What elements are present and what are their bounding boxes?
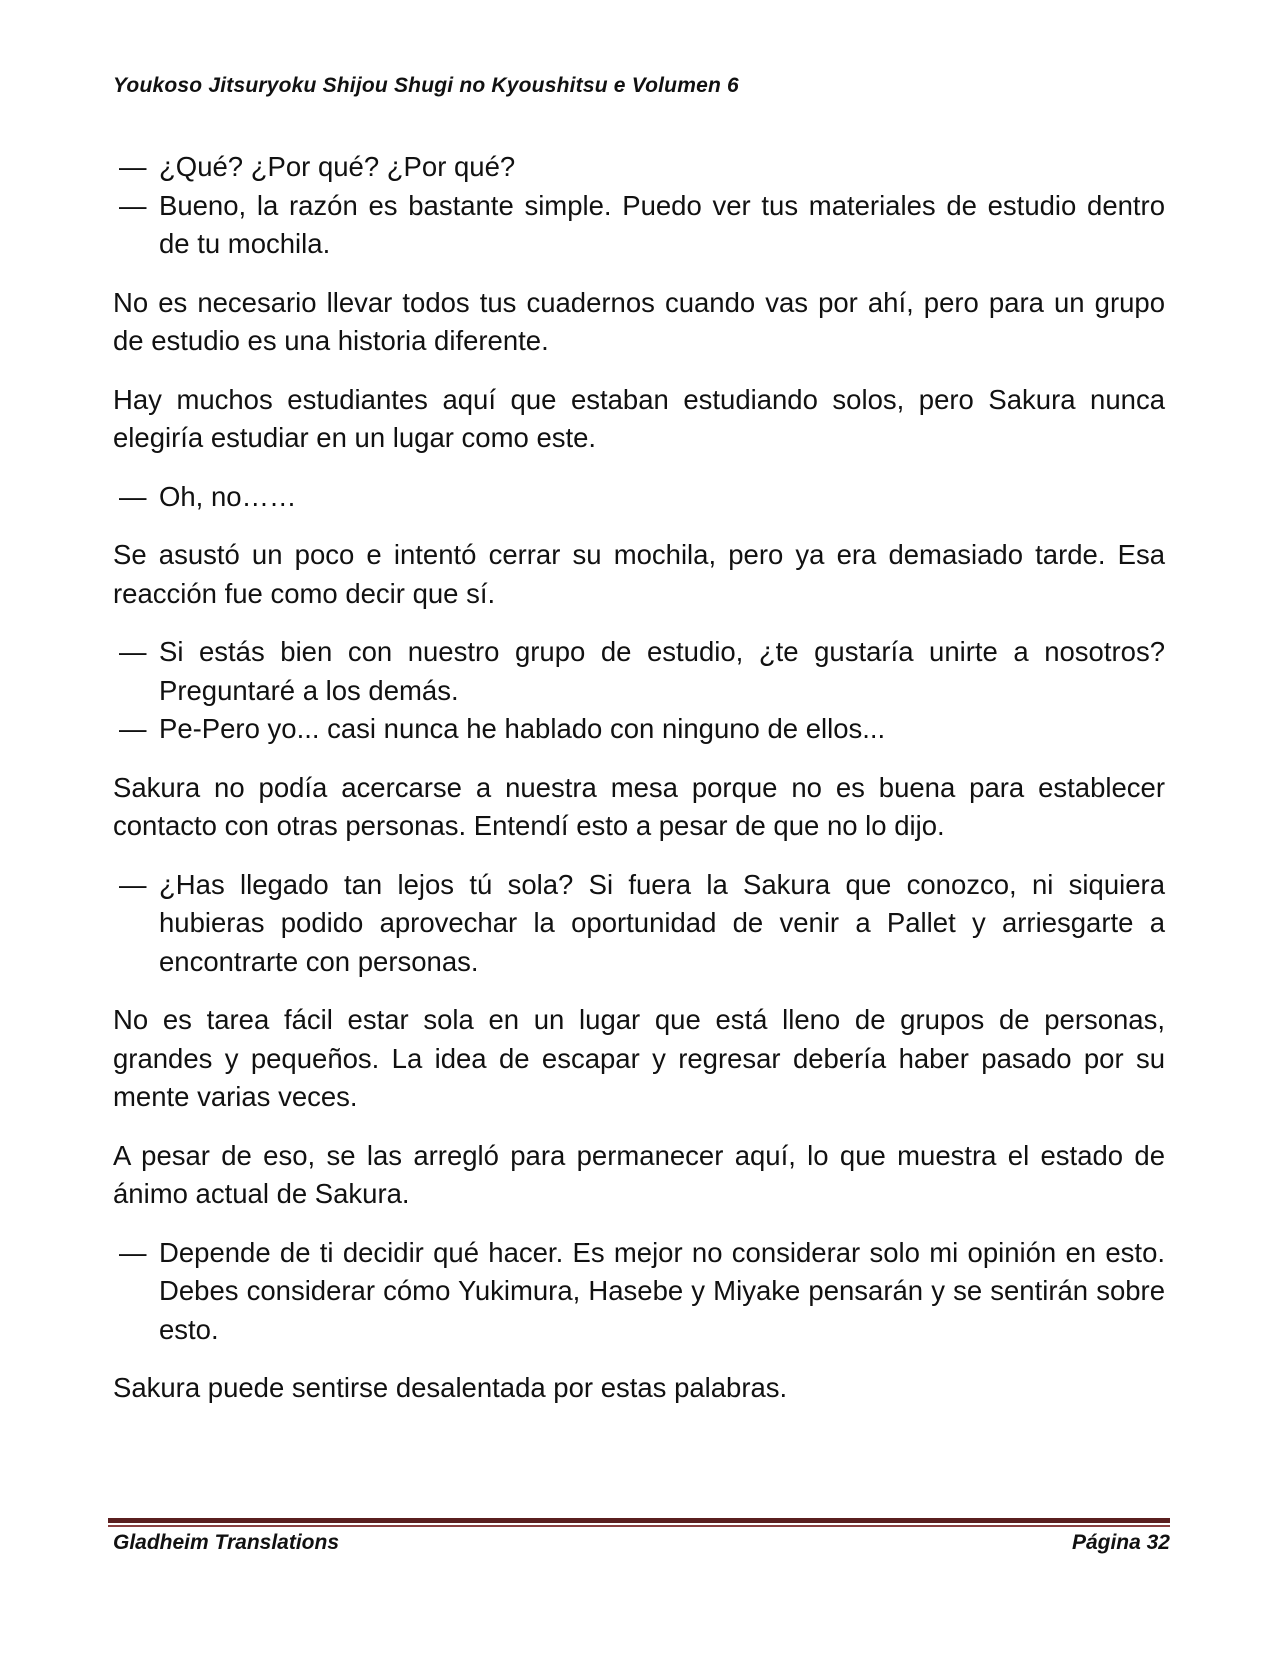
dialogue-text: ¿Qué? ¿Por qué? ¿Por qué? xyxy=(159,151,516,182)
dialogue-dash: — xyxy=(119,713,147,744)
page-header-title: Youkoso Jitsuryoku Shijou Shugi no Kyoushitsu e Volumen 6 xyxy=(113,74,739,97)
dialogue-group xyxy=(113,1234,1165,1350)
footer-divider xyxy=(108,1518,1170,1527)
footer-translator: Gladheim Translations xyxy=(113,1531,340,1554)
dialogue-text: Bueno, la razón es bastante simple. Puedo ver tus materiales de estudio dentro de tu mochila. xyxy=(159,189,1165,259)
dialogue-dash: — xyxy=(119,868,147,900)
narration-paragraph: Se asustó un poco e intentó cerrar su mochila, pero ya era demasiado tarde. Esa reacción fue como decir que sí. xyxy=(113,539,1165,609)
dialogue-group xyxy=(113,866,1165,982)
dialogue-text: Si estás bien con nuestro grupo de estudio, ¿te gustaría unirte a nosotros? Preguntaré a los demás. xyxy=(159,636,1165,706)
dialogue-line xyxy=(113,187,1165,264)
dialogue-text: ¿Has llegado tan lejos tú sola? Si fuera la Sakura que conozco, ni siquiera hubieras podido aprovechar la oportunidad de venir a Pallet y arriesgarte a encontrarte con personas. xyxy=(159,868,1165,977)
dialogue-dash: — xyxy=(119,636,147,667)
dialogue-line xyxy=(113,633,1165,710)
footer-page-number: Página 32 xyxy=(1071,1531,1170,1554)
dialogue-line xyxy=(113,866,1165,982)
dialogue-dash: — xyxy=(119,151,147,182)
dialogue-line xyxy=(113,1234,1165,1350)
dialogue-group xyxy=(113,148,1165,264)
narration-paragraph: Hay muchos estudiantes aquí que estaban estudiando solos, pero Sakura nunca elegiría estudiar en un lugar como este. xyxy=(113,383,1165,453)
narration-paragraph: Sakura puede sentirse desalentada por estas palabras. xyxy=(113,1372,788,1403)
dialogue-text: Pe-Pero yo... casi nunca he hablado con ninguno de ellos... xyxy=(159,713,886,744)
dialogue-group xyxy=(113,633,1165,749)
dialogue-text: Oh, no…… xyxy=(159,480,297,512)
dialogue-group xyxy=(113,478,1165,517)
dialogue-dash: — xyxy=(119,189,147,221)
dialogue-text: Depende de ti decidir qué hacer. Es mejor no considerar solo mi opinión en esto. Debes considerar cómo Yukimura, Hasebe y Miyake pensarán y se sentirán sobre esto. xyxy=(159,1236,1165,1345)
narration-paragraph: Sakura no podía acercarse a nuestra mesa porque no es buena para establecer contacto con otras personas. Entendí esto a pesar de que no lo dijo. xyxy=(113,771,1165,841)
dialogue-dash: — xyxy=(119,1236,147,1268)
narration-paragraph: No es tarea fácil estar sola en un lugar que está lleno de grupos de personas, grandes y pequeños. La idea de escapar y regresar debería haber pasado por su mente varias veces. xyxy=(113,1004,1165,1112)
page-body xyxy=(113,148,1165,1428)
narration-paragraph: No es necesario llevar todos tus cuadernos cuando vas por ahí, pero para un grupo de estudio es una historia diferente. xyxy=(113,286,1165,356)
narration-paragraph: A pesar de eso, se las arregló para permanecer aquí, lo que muestra el estado de ánimo actual de Sakura. xyxy=(113,1139,1165,1209)
dialogue-line xyxy=(113,148,1165,187)
dialogue-line xyxy=(113,710,1165,749)
dialogue-line xyxy=(113,478,1165,517)
dialogue-dash: — xyxy=(119,480,147,512)
